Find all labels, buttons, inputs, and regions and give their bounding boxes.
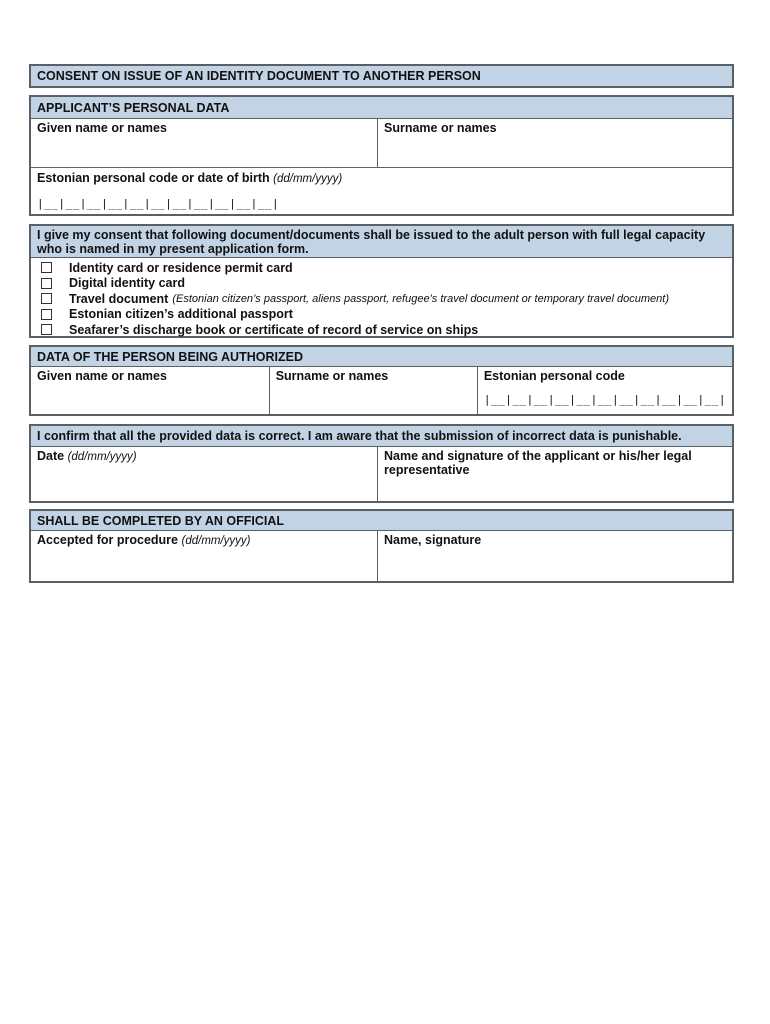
consent-section [29, 224, 734, 338]
applicant-code-boxes: |__|__|__|__|__|__|__|__|__|__|__| [37, 197, 280, 210]
authorized-code-boxes: |__|__|__|__|__|__|__|__|__|__|__| [483, 393, 726, 406]
authorized-surname-field[interactable] [269, 367, 477, 414]
applicant-surname-field[interactable] [377, 119, 732, 167]
confirmation-statement: I confirm that all the provided data is correct. I am aware that the submission of incorrect data is punishable. [31, 426, 732, 447]
option-travel-document-label: Travel document [69, 291, 169, 306]
applicant-header: APPLICANT’S PERSONAL DATA [31, 97, 732, 119]
applicant-given-name-field[interactable] [31, 119, 377, 167]
authorized-surname-label: Surname or names [275, 369, 389, 383]
option-seafarer-book[interactable] [31, 322, 732, 338]
option-travel-document[interactable] [31, 291, 732, 307]
consent-statement: I give my consent that following document/documents shall be issued to the adult person with full legal capacity who is named in my present application form. [31, 226, 732, 258]
confirmation-date-label: Date [37, 449, 65, 463]
checkbox-identity-card[interactable] [41, 262, 52, 273]
applicant-surname-label: Surname or names [384, 121, 497, 135]
checkbox-travel-document[interactable] [41, 293, 52, 304]
official-accepted-hint: (dd/mm/yyyy) [181, 535, 251, 547]
option-travel-document-note: (Estonian citizen’s passport, aliens passport, refugee’s travel document or temporary travel document) [172, 292, 670, 305]
confirmation-date-hint: (dd/mm/yyyy) [67, 451, 137, 463]
official-accepted-label: Accepted for procedure [37, 533, 179, 547]
confirmation-signature-field[interactable] [377, 447, 732, 501]
authorized-code-label: Estonian personal code [483, 369, 625, 383]
official-signature-label: Name, signature [384, 533, 482, 547]
applicant-section [29, 95, 734, 216]
checkbox-additional-passport[interactable] [41, 309, 52, 320]
checkbox-seafarer-book[interactable] [41, 324, 52, 335]
applicant-code-hint: (dd/mm/yyyy) [273, 173, 343, 185]
option-additional-passport[interactable] [31, 307, 732, 323]
official-accepted-field[interactable] [31, 531, 377, 581]
option-digital-id-label: Digital identity card [69, 276, 185, 291]
confirmation-date-field[interactable] [31, 447, 377, 501]
authorized-given-name-label: Given name or names [37, 369, 167, 383]
confirmation-section [29, 424, 734, 503]
checkbox-digital-id[interactable] [41, 278, 52, 289]
option-identity-card[interactable] [31, 260, 732, 276]
option-identity-card-label: Identity card or residence permit card [69, 260, 293, 275]
authorized-header: DATA OF THE PERSON BEING AUTHORIZED [31, 347, 732, 367]
authorized-section [29, 345, 734, 416]
official-header: SHALL BE COMPLETED BY AN OFFICIAL [31, 511, 732, 531]
option-seafarer-book-label: Seafarer’s discharge book or certificate of record of service on ships [69, 322, 479, 337]
official-section [29, 509, 734, 583]
confirmation-signature-label: Name and signature of the applicant or his/her legal representative [384, 449, 692, 477]
official-signature-field[interactable] [377, 531, 732, 581]
form-title-box [29, 64, 734, 88]
authorized-given-name-field[interactable] [31, 367, 269, 414]
applicant-given-name-label: Given name or names [37, 121, 167, 135]
applicant-code-field[interactable] [31, 167, 732, 214]
applicant-code-label: Estonian personal code or date of birth [37, 171, 270, 185]
authorized-code-field[interactable] [477, 367, 732, 414]
option-digital-id[interactable] [31, 276, 732, 292]
form-title: CONSENT ON ISSUE OF AN IDENTITY DOCUMENT TO ANOTHER PERSON [31, 66, 732, 86]
option-additional-passport-label: Estonian citizen’s additional passport [69, 307, 293, 322]
